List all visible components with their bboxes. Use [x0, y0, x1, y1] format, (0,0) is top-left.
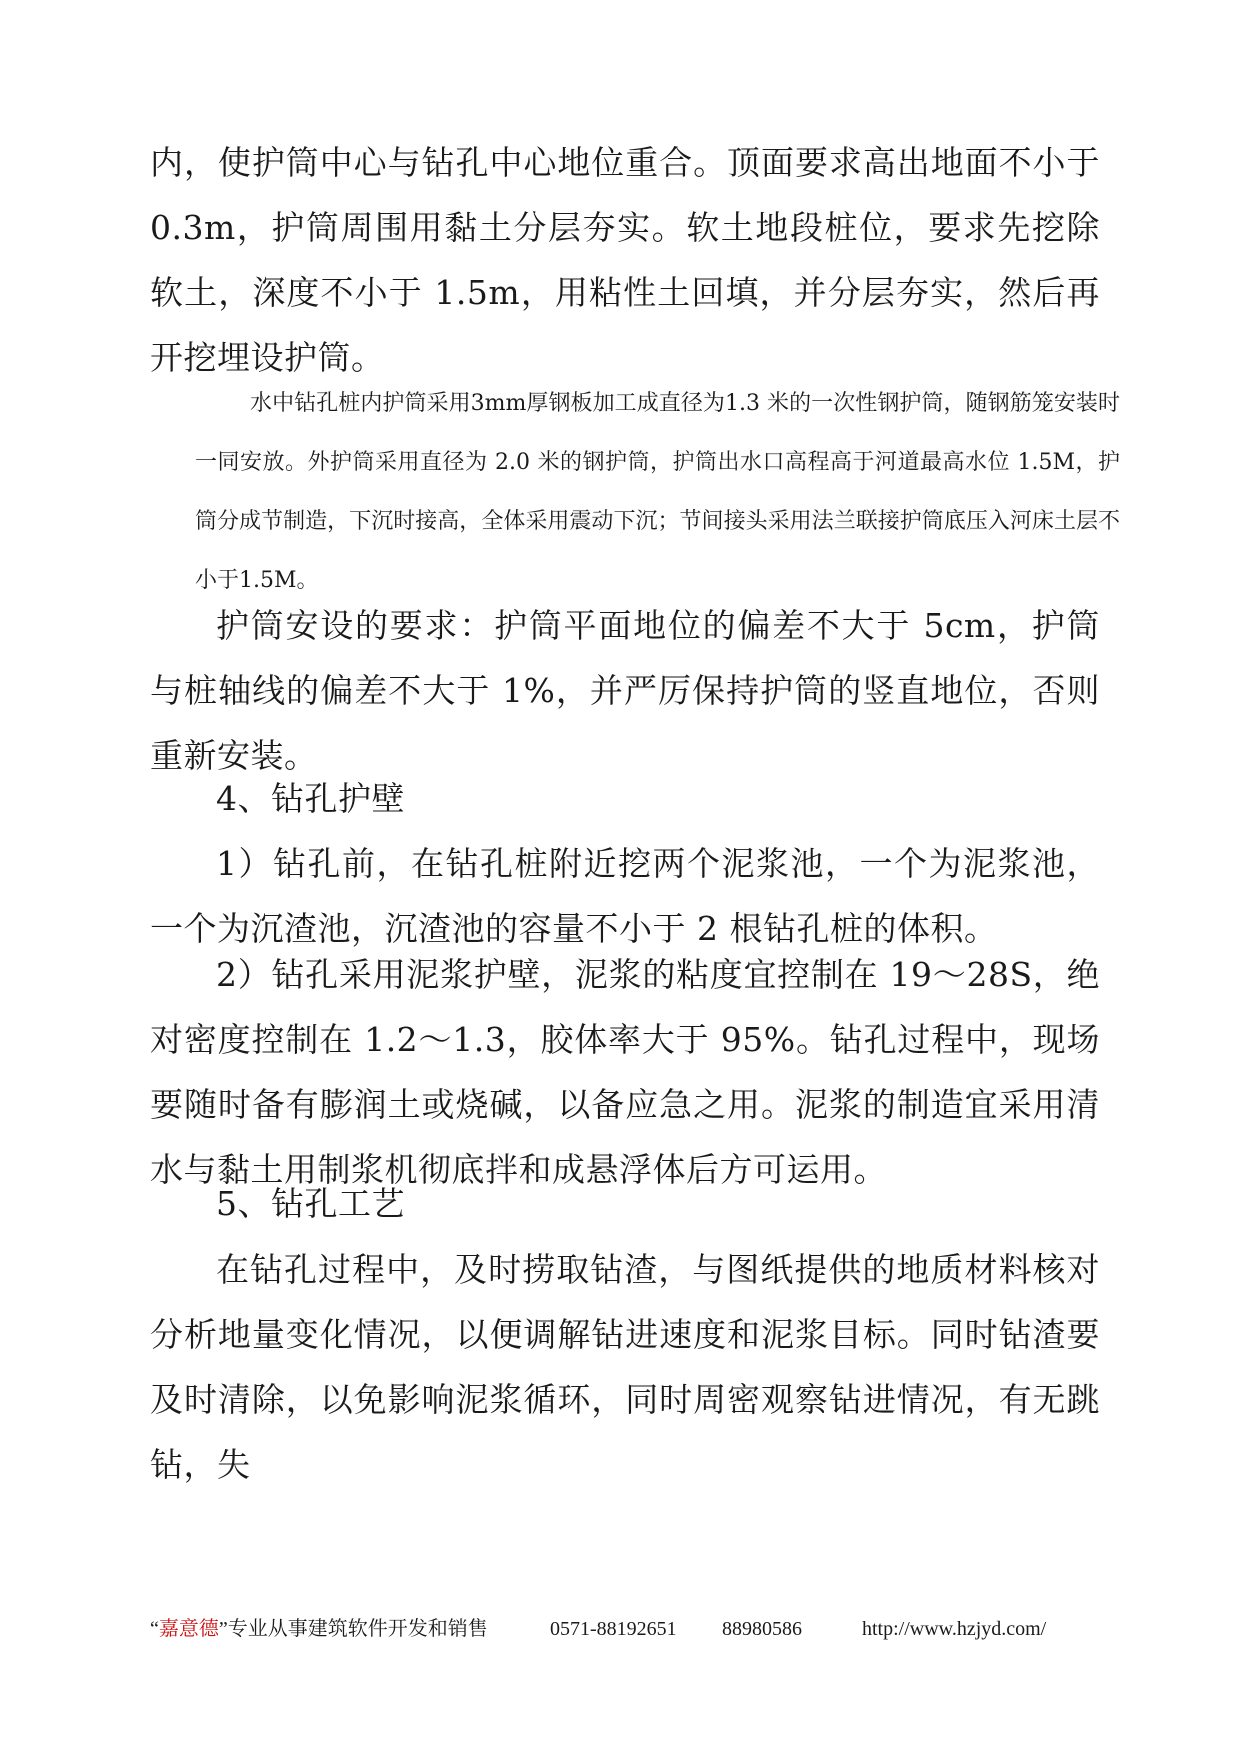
footer-brand-name: 嘉意德 — [158, 1618, 219, 1640]
footer-phone-primary: 0571-88192651 — [550, 1618, 677, 1640]
footer-slogan: 专业从事建筑软件开发和销售 — [227, 1618, 488, 1640]
paragraph-casing-embedding: 内，使护筒中心与钻孔中心地位重合。顶面要求高出地面不小于0.3m，护筒周围用黏土分层夯实。软土地段桩位，要求先挖除软土，深度不小于 1.5m，用粘性土回填，并分层夯实，然后再开挖埋设护筒。 — [150, 143, 1100, 377]
paragraph-mud-wall-protection: 2）钻孔采用泥浆护壁，泥浆的粘度宜控制在 19～28S，绝对密度控制在 1.2～1.3，胶体率大于 95%。钻孔过程中，现场要随时备有膨润土或烧碱，以备应急之用。泥浆的制造宜采用清水与黏土用制浆机彻底拌和成悬浮体后方可运用。 — [150, 955, 1100, 1189]
footer-brand-line — [150, 1612, 550, 1646]
footer-phone-secondary: 88980586 — [722, 1618, 802, 1640]
heading-drilling-process: 5、钻孔工艺 — [216, 1184, 405, 1223]
footer-quote-open: “ — [150, 1618, 159, 1640]
paragraph-water-borehole-casing: 水中钻孔桩内护筒采用3mm厚钢板加工成直径为1.3 米的一次性钢护筒，随钢筋笼安装时一同安放。外护筒采用直径为 2.0 米的钢护筒，护筒出水口高程高于河道最高水位 1.5M，护筒分成节制造，下沉时接高，全体采用震动下沉；节间接头采用法兰联接护筒底压入河床土层不小于1.5M。 — [195, 391, 1120, 593]
footer-website-url[interactable]: http://www.hzjyd.com/ — [862, 1618, 1047, 1640]
paragraph-drilling-process: 在钻孔过程中，及时捞取钻渣，与图纸提供的地质材料核对分析地量变化情况，以便调解钻进速度和泥浆目标。同时钻渣要及时清除，以免影响泥浆循环，同时周密观察钻进情况，有无跳钻，失 — [150, 1250, 1100, 1484]
heading-borehole-wall-protection: 4、钻孔护壁 — [216, 779, 405, 818]
paragraph-mud-pools: 1）钻孔前，在钻孔桩附近挖两个泥浆池，一个为泥浆池，一个为沉渣池，沉渣池的容量不小于 2 根钻孔桩的体积。 — [150, 844, 1100, 948]
paragraph-casing-requirements: 护筒安设的要求：护筒平面地位的偏差不大于 5cm，护筒与桩轴线的偏差不大于 1%，并严厉保持护筒的竖直地位，否则重新安装。 — [150, 606, 1100, 775]
footer-quote-close: ” — [218, 1618, 228, 1640]
page-footer — [150, 1612, 1110, 1646]
